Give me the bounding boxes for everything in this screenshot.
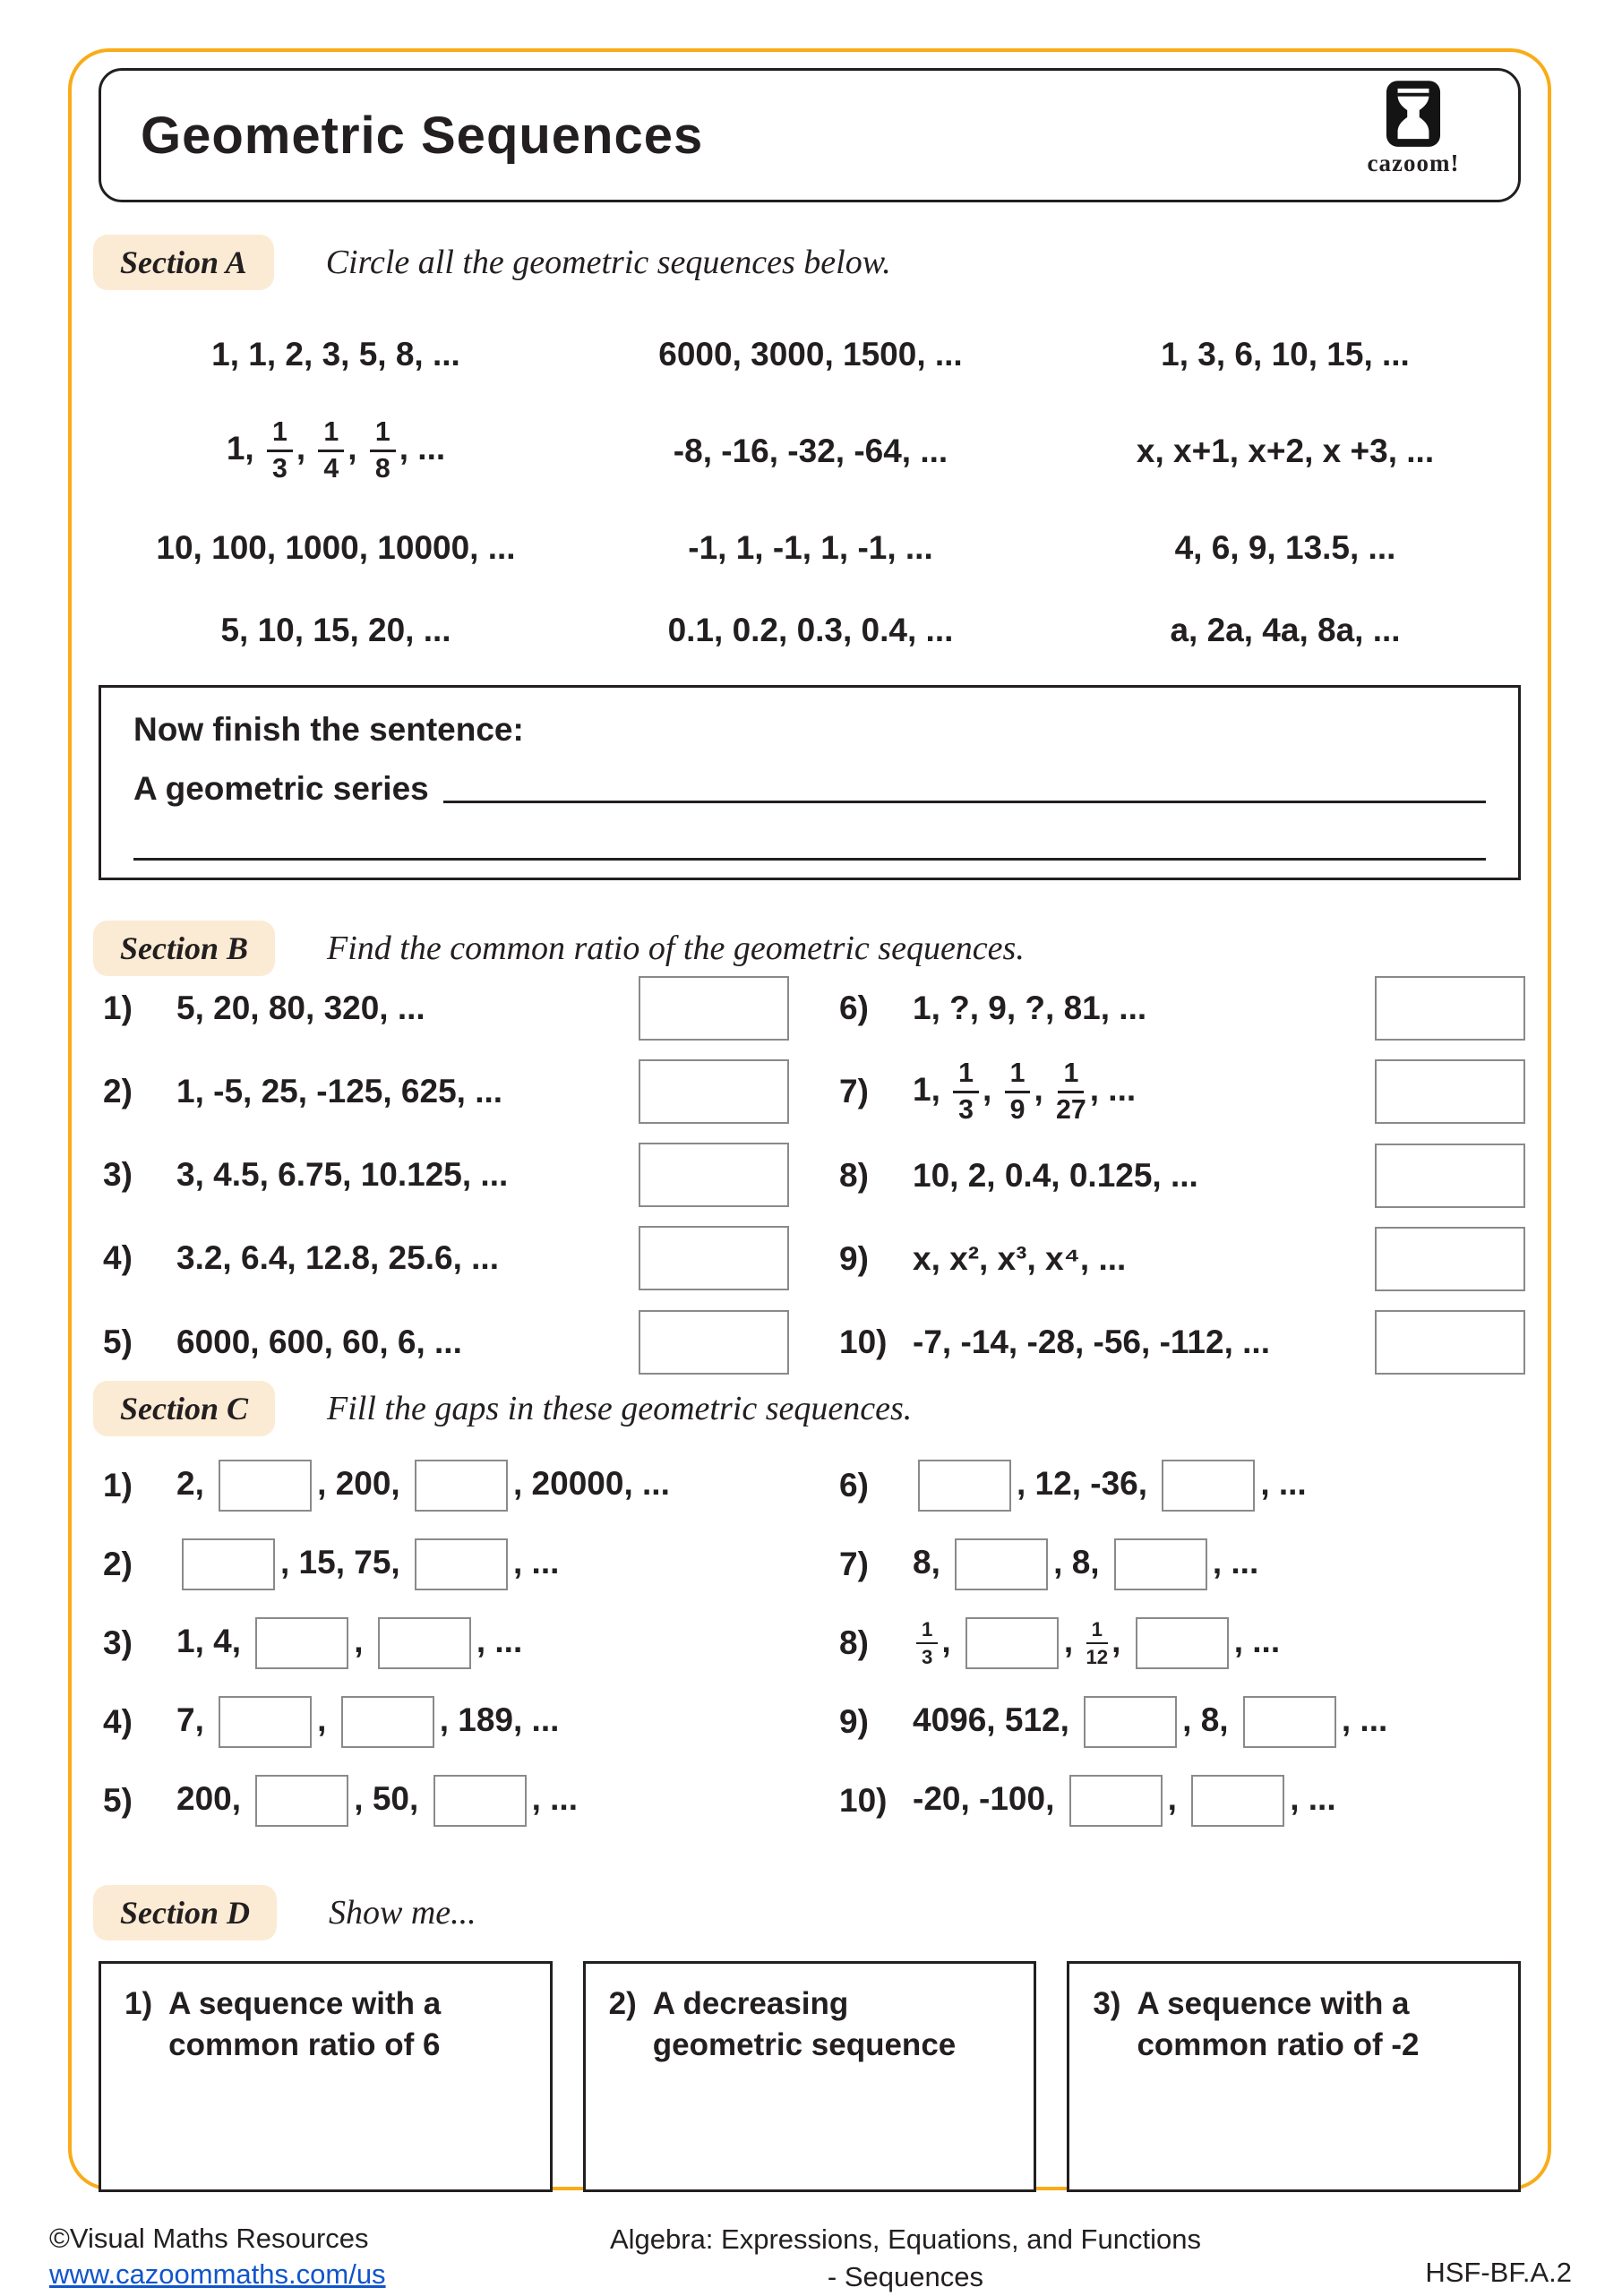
sequence-text-part: 3.2, 6.4, 12.8, 25.6, ... [176,1239,499,1277]
sequence-text [176,1324,637,1361]
answer-box[interactable] [341,1696,434,1748]
item-number: 7) [839,1073,869,1110]
fraction [953,1059,979,1125]
fraction [1005,1059,1031,1125]
standard-code: HSF-BF.A.2 [1425,2257,1572,2288]
answer-box[interactable] [219,1696,312,1748]
answer-box[interactable] [639,1059,789,1124]
sequence-text-part: , ... [1290,1779,1336,1817]
item-number: 2) [608,1986,637,2021]
sequence-option[interactable] [1161,336,1410,373]
answer-box[interactable] [918,1460,1011,1512]
sequence-text [913,990,1373,1027]
answer-box[interactable] [219,1460,312,1512]
sequence-text-part: , 12, -36, [1017,1464,1157,1502]
answer-box[interactable] [1162,1460,1255,1512]
section-c-right-column [839,1460,1525,1827]
sequence-text-part: , [1111,1622,1130,1659]
sequence-text-part: , 50, [354,1779,428,1817]
section-c-header [93,1381,912,1436]
section-d-instruction: Show me... [329,1894,476,1932]
fraction [267,418,293,484]
sequence-option[interactable] [1137,433,1434,470]
answer-box[interactable] [639,1310,789,1375]
cazoom-drum-icon [1386,80,1441,148]
sequence-option[interactable] [211,336,460,373]
item-number: 2) [103,1073,133,1110]
sentence-lead: A geometric series [133,770,429,807]
show-me-text: A sequence with a common ratio of 6 [168,1986,442,2062]
sequence-text-part: 10, 100, 1000, 10000, ... [156,528,516,566]
section-c-list [103,1460,1525,1827]
fraction [1086,1619,1108,1668]
sequence-text-part: , ... [476,1622,523,1659]
fraction-denominator: 9 [1009,1094,1026,1125]
answer-box[interactable] [639,1143,789,1207]
sequence-text-part: , [1167,1779,1187,1817]
sequence-text-part: -7, -14, -28, -56, -112, ... [913,1323,1270,1360]
answer-box[interactable] [1375,1059,1525,1124]
sequence-text-part: a, 2a, 4a, 8a, ... [1170,611,1401,648]
page-title: Geometric Sequences [141,106,704,165]
answer-box[interactable] [255,1617,348,1669]
sequence-text-part: 7, [176,1701,214,1738]
sequence-text-part: 2, [176,1464,214,1502]
section-b-left-column [103,976,789,1375]
sequence-text-part: x, x², x³, x⁴, ... [913,1239,1127,1277]
sequence-text-part: , 15, 75, [280,1543,409,1581]
sequence-text-part: , ... [399,430,446,467]
section-a-instruction: Circle all the geometric sequences below. [325,244,891,281]
sequence-text-part: 0.1, 0.2, 0.3, 0.4, ... [667,611,954,648]
fraction [370,418,396,484]
answer-box[interactable] [433,1775,527,1827]
item-number: 9) [839,1239,869,1277]
fraction-numerator: 1 [267,418,293,452]
sentence-heading: Now finish the sentence: [133,711,524,748]
sequence-option[interactable] [220,612,451,649]
copyright-text: ©Visual Maths Resources [49,2223,369,2254]
sequence-text-part: , [354,1622,373,1659]
item-number: 4) [103,1703,133,1740]
sequence-option[interactable] [1175,529,1396,567]
sequence-text-part: , [1063,1622,1083,1659]
sequence-text-part: 5, 20, 80, 320, ... [176,990,425,1027]
item-number: 10) [839,1782,888,1819]
sequence-text-part: 200, [176,1779,251,1817]
sequence-text [913,1538,1525,1590]
sequence-text [176,1775,789,1827]
item-number: 1) [103,990,133,1027]
sequence-text-part: , 189, ... [439,1701,560,1738]
answer-box[interactable] [182,1538,275,1590]
answer-box[interactable] [1084,1696,1177,1748]
item-number: 3) [103,1156,133,1194]
sequence-text-part: 10, 2, 0.4, 0.125, ... [913,1156,1198,1194]
item-number: 1) [124,1986,153,2021]
show-me-box[interactable] [1067,1961,1521,2192]
item-number: 8) [839,1624,869,1661]
section-c-instruction: Fill the gaps in these geometric sequences. [327,1390,913,1427]
write-in-line[interactable] [443,770,1486,803]
sequence-text-part: , ... [1260,1464,1307,1502]
fraction-denominator: 27 [1056,1094,1086,1125]
sequence-option[interactable] [658,336,962,373]
fraction [318,418,344,484]
section-b-list [103,976,1525,1375]
item-number: 7) [839,1546,869,1582]
sequence-text [913,1460,1525,1512]
sequence-text-part: , [348,430,366,467]
sequence-text [176,990,637,1027]
answer-box[interactable] [415,1460,508,1512]
item-number: 6) [839,1467,869,1504]
fraction-numerator: 1 [318,418,344,452]
item-number: 9) [839,1703,869,1740]
fraction-numerator: 1 [370,418,396,452]
sequence-option[interactable] [1170,612,1400,649]
answer-box[interactable] [1136,1617,1229,1669]
answer-box[interactable] [415,1538,508,1590]
sequence-text-part: , ... [1212,1543,1259,1581]
cazoom-logo [1355,80,1472,177]
sentence-box [99,685,1521,880]
sequence-text-part: 4096, 512, [913,1701,1079,1738]
show-me-box[interactable] [583,1961,1037,2192]
fraction-denominator: 12 [1086,1646,1109,1668]
item-number: 3) [1093,1986,1121,2021]
sequence-text-part: 1, [226,430,263,467]
section-d-header [93,1885,476,1940]
sequence-text [913,1617,1525,1669]
sequence-text [176,1073,637,1110]
fraction-numerator: 1 [916,1619,938,1644]
answer-box[interactable] [1114,1538,1207,1590]
sequence-text-part: 4, 6, 9, 13.5, ... [1174,528,1396,566]
sequence-text [176,1617,789,1669]
item-number: 5) [103,1782,133,1819]
section-a-label: Section A [93,235,274,290]
sequence-text-part: , [296,430,315,467]
sequence-text [176,1538,789,1590]
sequence-text-part: 6000, 600, 60, 6, ... [176,1323,462,1360]
sequence-text [176,1239,637,1277]
sequence-text-part: -20, -100, [913,1779,1064,1817]
answer-box[interactable] [965,1617,1059,1669]
sequence-text-part: , ... [1089,1071,1137,1109]
show-me-box[interactable] [99,1961,553,2192]
answer-box[interactable] [639,976,789,1041]
section-b-label: Section B [93,921,275,976]
sequence-text-part: , ... [513,1543,560,1581]
answer-box[interactable] [1375,1310,1525,1375]
item-number: 5) [103,1323,133,1360]
fraction-denominator: 8 [374,454,390,484]
sequence-text-part: , [1034,1071,1053,1109]
sequence-text-part: 1, -5, 25, -125, 625, ... [176,1073,503,1110]
answer-box[interactable] [378,1617,471,1669]
show-me-text: A decreasing geometric sequence [652,1986,957,2062]
sequence-text-part: 1, ?, 9, ?, 81, ... [913,990,1147,1026]
fraction-denominator: 3 [271,454,287,484]
section-d-label: Section D [93,1885,277,1940]
sequence-option[interactable] [227,418,445,484]
answer-box[interactable] [1375,976,1525,1041]
section-b-header [93,921,1025,976]
sequence-text [913,1696,1525,1748]
sequence-text-part: x, x+1, x+2, x +3, ... [1136,432,1435,469]
sequence-text-part: , [317,1701,336,1738]
fraction-numerator: 1 [953,1059,979,1093]
fraction [1056,1059,1086,1125]
sequence-text-part: 1, 4, [176,1622,251,1659]
sequence-text-part: , ... [1233,1622,1281,1659]
answer-box[interactable] [1069,1775,1163,1827]
answer-box[interactable] [1375,1144,1525,1208]
fraction-denominator: 4 [323,454,339,484]
sequence-text-part: , ... [1341,1701,1388,1738]
section-b-instruction: Find the common ratio of the geometric sequences. [327,930,1025,967]
section-a-grid [99,313,1523,672]
sequence-text [913,1059,1373,1125]
brand-text: cazoom! [1367,150,1460,176]
item-number: 1) [103,1467,133,1504]
sequence-text-part: , 8, [1182,1701,1238,1738]
title-box [99,68,1521,202]
sequence-text-part: , 8, [1053,1543,1109,1581]
sequence-text [176,1696,789,1748]
sequence-text-part: -8, -16, -32, -64, ... [673,432,948,469]
sequence-text-part: -1, 1, -1, 1, -1, ... [688,528,933,566]
sequence-text-part: , 20000, ... [513,1464,670,1502]
sequence-text-part: 1, 1, 2, 3, 5, 8, ... [211,336,460,373]
sequence-text [913,1240,1373,1278]
sequence-text-part: , [983,1071,1001,1109]
sequence-text [176,1460,789,1512]
section-c-left-column [103,1460,789,1827]
item-number: 6) [839,990,869,1026]
answer-box[interactable] [1375,1227,1525,1291]
answer-box[interactable] [255,1775,348,1827]
sequence-text-part: 6000, 3000, 1500, ... [658,336,963,373]
footer [49,2221,1572,2296]
sequence-text-part: 1, 3, 6, 10, 15, ... [1161,336,1410,373]
answer-box[interactable] [639,1226,789,1290]
sequence-text-part: 1, [913,1071,950,1109]
show-me-text: A sequence with a common ratio of -2 [1137,1986,1420,2062]
item-number: 4) [103,1239,133,1277]
sequence-text-part: , [941,1622,960,1659]
sequence-text [913,1775,1525,1827]
sequence-option[interactable] [156,529,515,567]
footer-category: Algebra: Expressions, Equations, and Functions - Sequences [609,2223,1201,2292]
write-in-line[interactable] [133,858,1486,861]
sequence-text-part: , ... [531,1779,578,1817]
fraction-numerator: 1 [1005,1059,1031,1093]
answer-box[interactable] [1243,1696,1336,1748]
item-number: 3) [103,1624,133,1661]
sequence-option[interactable] [668,612,954,649]
fraction-numerator: 1 [1058,1059,1084,1093]
sequence-option[interactable] [674,433,948,470]
sequence-text-part: 5, 10, 15, 20, ... [220,611,451,648]
item-number: 10) [839,1323,888,1360]
section-c-label: Section C [93,1381,275,1436]
sequence-text-part: 8, [913,1543,950,1581]
item-number: 2) [103,1546,133,1582]
sequence-text [913,1157,1373,1195]
fraction-denominator: 3 [922,1646,933,1668]
section-d-grid [99,1961,1521,2192]
sequence-text-part: 3, 4.5, 6.75, 10.125, ... [176,1156,509,1194]
answer-box[interactable] [1191,1775,1284,1827]
section-a-header [93,235,891,290]
fraction-numerator: 1 [1086,1619,1108,1644]
website-link[interactable]: www.cazoommaths.com/us [49,2258,386,2291]
sequence-text-part: , 200, [317,1464,409,1502]
sequence-option[interactable] [688,529,933,567]
item-number: 8) [839,1156,869,1194]
fraction-denominator: 3 [958,1094,974,1125]
sequence-text [913,1324,1373,1361]
sequence-text [176,1156,637,1194]
section-b-right-column [839,976,1525,1375]
fraction [916,1619,938,1668]
answer-box[interactable] [955,1538,1048,1590]
